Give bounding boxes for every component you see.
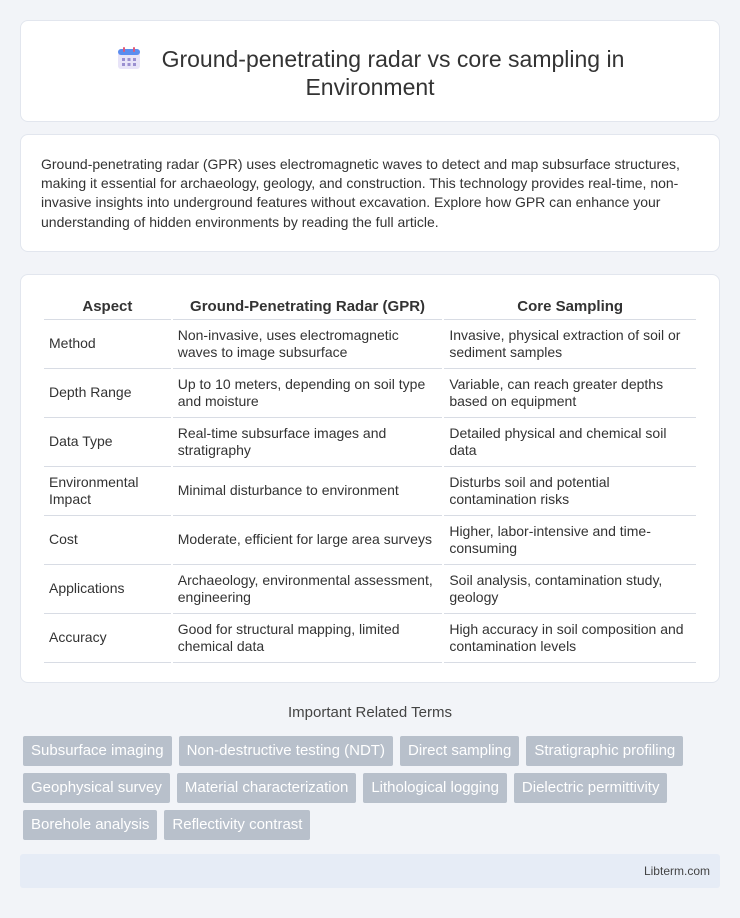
related-term-tag[interactable]: Stratigraphic profiling	[526, 736, 683, 766]
row-gpr: Up to 10 meters, depending on soil type and moisture	[173, 369, 443, 418]
row-core: Soil analysis, contamination study, geology	[444, 565, 696, 614]
row-aspect: Environmental Impact	[44, 467, 171, 516]
related-term-tag[interactable]: Subsurface imaging	[23, 736, 172, 766]
row-aspect: Applications	[44, 565, 171, 614]
title-line-2: Environment	[305, 74, 435, 100]
table-row	[44, 418, 696, 467]
related-term-tag[interactable]: Reflectivity contrast	[164, 810, 310, 840]
row-aspect: Accuracy	[44, 614, 171, 663]
row-aspect: Method	[44, 320, 171, 369]
row-gpr: Minimal disturbance to environment	[173, 467, 443, 516]
row-core: Invasive, physical extraction of soil or sediment samples	[444, 320, 696, 369]
related-term-tag[interactable]: Geophysical survey	[23, 773, 170, 803]
row-core: High accuracy in soil composition and contamination levels	[444, 614, 696, 663]
table-row	[44, 369, 696, 418]
header-core-sampling: Core Sampling	[444, 294, 696, 320]
related-term-tag[interactable]: Borehole analysis	[23, 810, 157, 840]
row-core: Higher, labor-intensive and time-consuming	[444, 516, 696, 565]
table-row	[44, 565, 696, 614]
related-term-tag[interactable]: Direct sampling	[400, 736, 519, 766]
header-card	[20, 20, 720, 122]
related-term-tag[interactable]: Lithological logging	[363, 773, 507, 803]
table-header-row	[44, 294, 696, 320]
header-aspect: Aspect	[44, 294, 171, 320]
table-row	[44, 516, 696, 565]
related-term-tag[interactable]: Dielectric permittivity	[514, 773, 668, 803]
table-row	[44, 467, 696, 516]
row-aspect: Depth Range	[44, 369, 171, 418]
comparison-card	[20, 274, 720, 683]
related-terms-list	[23, 736, 723, 840]
row-aspect: Data Type	[44, 418, 171, 467]
related-term-tag[interactable]: Non-destructive testing (NDT)	[179, 736, 393, 766]
row-core: Variable, can reach greater depths based on equipment	[444, 369, 696, 418]
row-gpr: Archaeology, environmental assessment, engineering	[173, 565, 443, 614]
intro-card	[20, 134, 720, 252]
table-row	[44, 320, 696, 369]
row-gpr: Moderate, efficient for large area surveys	[173, 516, 443, 565]
related-term-tag[interactable]: Material characterization	[177, 773, 356, 803]
comparison-table	[42, 294, 698, 663]
related-terms-heading: Important Related Terms	[288, 704, 452, 721]
header-gpr: Ground-Penetrating Radar (GPR)	[173, 294, 443, 320]
footer	[20, 854, 720, 888]
page-title	[21, 45, 719, 101]
calendar-icon	[116, 45, 142, 71]
row-core: Detailed physical and chemical soil data	[444, 418, 696, 467]
row-aspect: Cost	[44, 516, 171, 565]
row-core: Disturbs soil and potential contamination risks	[444, 467, 696, 516]
row-gpr: Non-invasive, uses electromagnetic waves to image subsurface	[173, 320, 443, 369]
row-gpr: Good for structural mapping, limited chemical data	[173, 614, 443, 663]
title-line-1: Ground-penetrating radar vs core sampling in	[161, 46, 625, 72]
intro-paragraph: Ground-penetrating radar (GPR) uses electromagnetic waves to detect and map subsurface structures, making it essential for archaeology, geology, and construction. This technology provides real-time, non-invasive insights into underground features without excavation. Explore how GPR can enhance your understanding of hidden environments by reading the full article.	[41, 156, 680, 230]
row-gpr: Real-time subsurface images and stratigraphy	[173, 418, 443, 467]
footer-site-link[interactable]: Libterm.com	[643, 864, 710, 878]
table-row	[44, 614, 696, 663]
